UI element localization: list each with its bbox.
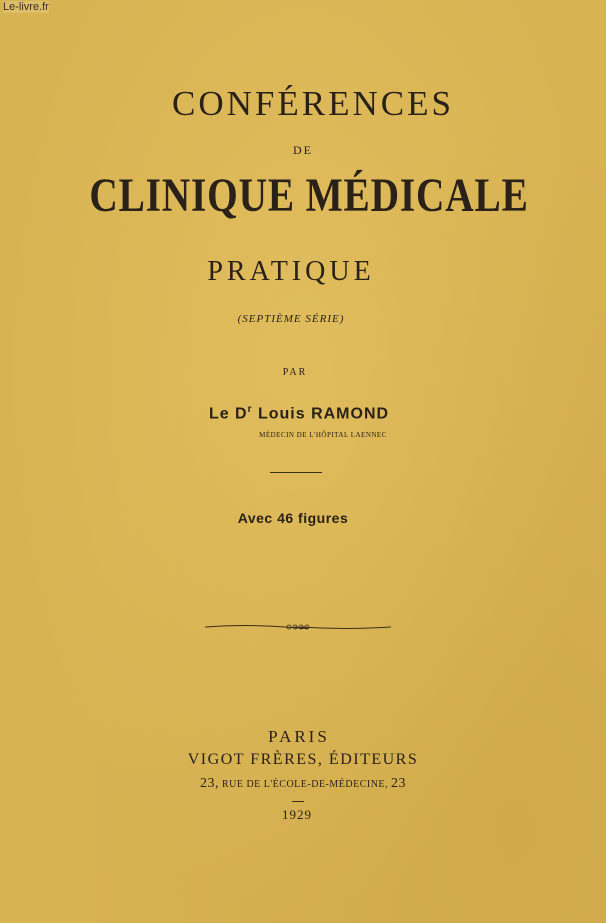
- author-prefix-sup: r: [247, 404, 253, 415]
- publisher-city: PARIS: [268, 727, 330, 746]
- publisher-address: [0, 776, 606, 792]
- address-number-end: 23: [391, 776, 407, 791]
- series-label: (SEPTIÈME SÉRIE): [237, 313, 345, 325]
- by-label: PAR: [282, 367, 308, 378]
- publisher-name: VIGOT FRÈRES, ÉDITEURS: [187, 751, 419, 768]
- divider-rule: [270, 472, 322, 473]
- publication-year: 1929: [282, 807, 312, 822]
- address-number-start: 23,: [199, 776, 219, 791]
- author-prefix: Le D: [208, 405, 248, 423]
- title-line-de: DE: [293, 143, 313, 157]
- title-line-pratique: PRATIQUE: [207, 256, 375, 287]
- title-line-conferences: CONFÉRENCES: [172, 84, 454, 123]
- author-full-name: Louis RAMOND: [252, 405, 390, 423]
- title-line-clinique-medicale: CLINIQUE MÉDICALE: [89, 169, 529, 222]
- ornament-divider: [205, 620, 391, 634]
- figures-note: Avec 46 figures: [237, 510, 349, 526]
- address-street: RUE DE L'ÉCOLE-DE-MÉDECINE,: [218, 779, 392, 790]
- watermark-label: Le-livre.fr: [3, 1, 49, 13]
- small-divider: [292, 801, 304, 802]
- author-affiliation: MÉDECIN DE L'HÔPITAL LAENNEC: [259, 431, 387, 439]
- author-name: [0, 404, 602, 423]
